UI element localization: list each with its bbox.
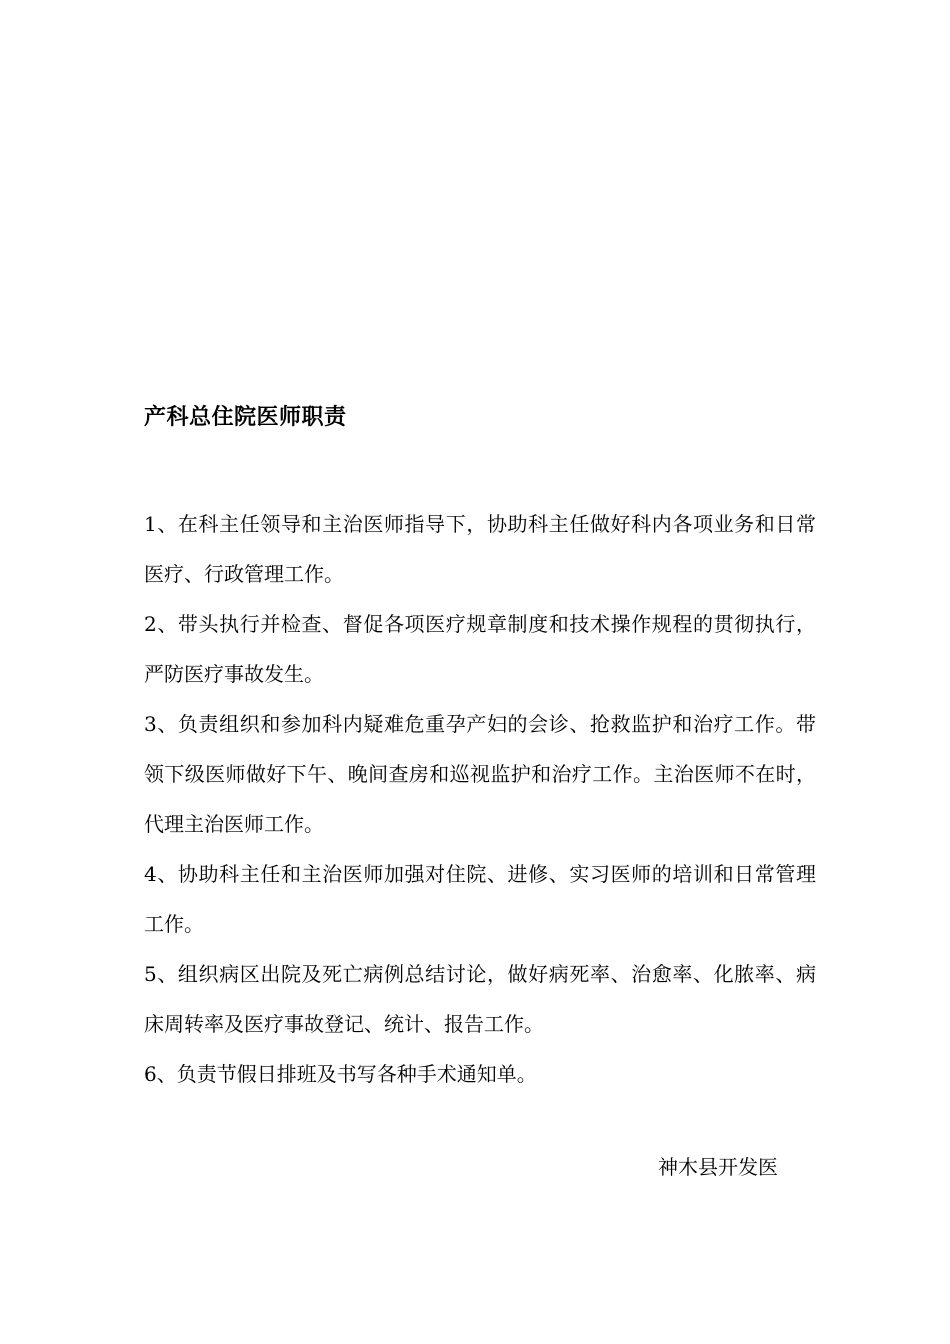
signature: 神木县开发医 (658, 1155, 778, 1179)
duty-item-4: 4、协助科主任和主治医师加强对住院、进修、实习医师的培训和日常管理工作。 (144, 862, 816, 936)
duty-item-5: 5、组织病区出院及死亡病例总结讨论，做好病死率、治愈率、化脓率、病床周转率及医疗事故登记、统计、报告工作。 (144, 962, 816, 1036)
duty-item-6: 6、负责节假日排班及书写各种手术通知单。 (144, 1062, 537, 1086)
duty-item-3: 3、负责组织和参加科内疑难危重孕产妇的会诊、抢救监护和治疗工作。带领下级医师做好下午、晚间查房和巡视监护和治疗工作。主治医师不在时，代理主治医师工作。 (144, 712, 816, 836)
duty-item-2: 2、带头执行并检查、督促各项医疗规章制度和技术操作规程的贯彻执行，严防医疗事故发生。 (144, 612, 816, 686)
duty-item-1: 1、在科主任领导和主治医师指导下，协助科主任做好科内各项业务和日常医疗、行政管理工作。 (144, 512, 816, 586)
document-title: 产科总住院医师职责 (144, 404, 347, 430)
duty-list (144, 499, 816, 1099)
